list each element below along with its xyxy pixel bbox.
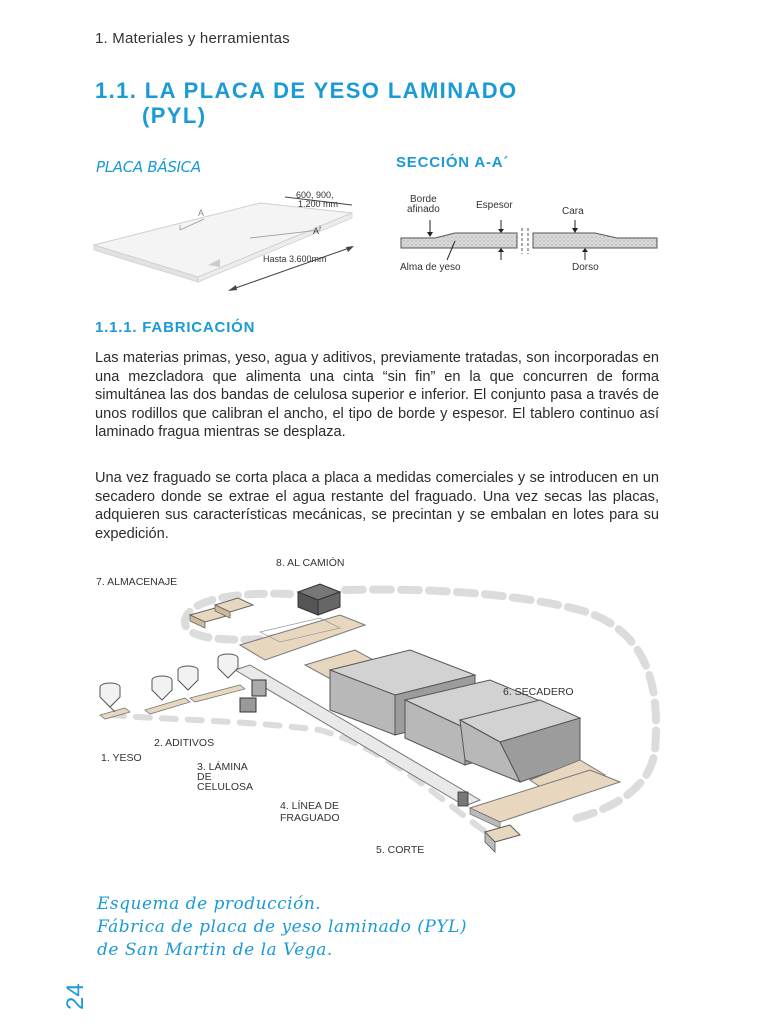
placa-width-label-2: 1.200 mm <box>298 199 339 209</box>
seccion-dorso-label: Dorso <box>572 262 599 273</box>
placa-marker-a: A <box>198 208 205 218</box>
title-line-2: (PYL) <box>142 103 207 128</box>
page-number: 24 <box>62 983 89 1010</box>
seccion-drawing <box>395 220 665 265</box>
diagram-step-5: 5. CORTE <box>376 844 425 856</box>
diagram-step-6: 6. SECADERO <box>503 686 574 698</box>
diagram-step-3-line-3: CELULOSA <box>197 781 254 793</box>
paragraph-1: Las materias primas, yeso, agua y aditivos, previamente tratadas, son incorporadas en una mezcladora que alimenta una cinta “sin fin” en la que concurren de forma simultánea las dos bandas de celulosa superior e inferior. El conjunto pasa a través de unos rodillos que calibran el ancho, el tipo de borde y espesor. El tablero continuo así laminado fragua mientras se desplaza. <box>95 350 659 440</box>
diagram-step-4-line-1: 4. LÍNEA DE <box>280 800 339 812</box>
seccion-label: SECCIÓN A-A´ <box>396 154 510 171</box>
fabricacion-heading: 1.1.1. FABRICACIÓN <box>95 319 256 336</box>
diagram-step-3-line-1: 3. LÁMINA <box>197 761 248 773</box>
placa-length-label: Hasta 3.600mm <box>263 254 327 264</box>
placa-marker-a2: A´ <box>313 226 322 236</box>
seccion-cara-label: Cara <box>562 206 584 217</box>
placa-basica-label: PLACA BÁSICA <box>96 158 201 176</box>
page-title <box>95 78 695 128</box>
chapter-heading: 1. Materiales y herramientas <box>95 30 290 47</box>
diagram-step-4-line-2: FRAGUADO <box>280 812 340 824</box>
diagram-step-7: 7. ALMACENAJE <box>96 576 178 588</box>
diagram-step-1: 1. YESO <box>101 752 142 764</box>
paragraph-2: Una vez fraguado se corta placa a placa a medidas comerciales y se introducen en un secadero donde se extrae el agua restante del fraguado. Una vez secas las placas, adquieren sus características mecánicas, se precintan y se embalan en lotes para su expedición. <box>95 470 659 542</box>
diagram-step-2: 2. ADITIVOS <box>154 737 215 749</box>
caption-line-2: Fábrica de placa de yeso laminado (PYL) <box>97 917 467 937</box>
diagram-caption <box>97 893 467 962</box>
placa-width-label-1: 600, 900, <box>296 190 334 200</box>
production-diagram <box>90 570 670 870</box>
seccion-espesor-label: Espesor <box>476 200 513 211</box>
caption-line-3: de San Martin de la Vega. <box>97 940 333 960</box>
diagram-step-3-line-2: DE <box>197 771 212 783</box>
seccion-alma-label: Alma de yeso <box>400 262 461 273</box>
seccion-borde-label-2: afinado <box>407 204 440 215</box>
title-line-1: 1.1. LA PLACA DE YESO LAMINADO <box>95 78 518 103</box>
caption-line-1: Esquema de producción. <box>97 894 322 914</box>
seccion-borde-label-1: Borde <box>410 194 437 205</box>
diagram-step-8: 8. AL CAMIÓN <box>276 557 345 569</box>
